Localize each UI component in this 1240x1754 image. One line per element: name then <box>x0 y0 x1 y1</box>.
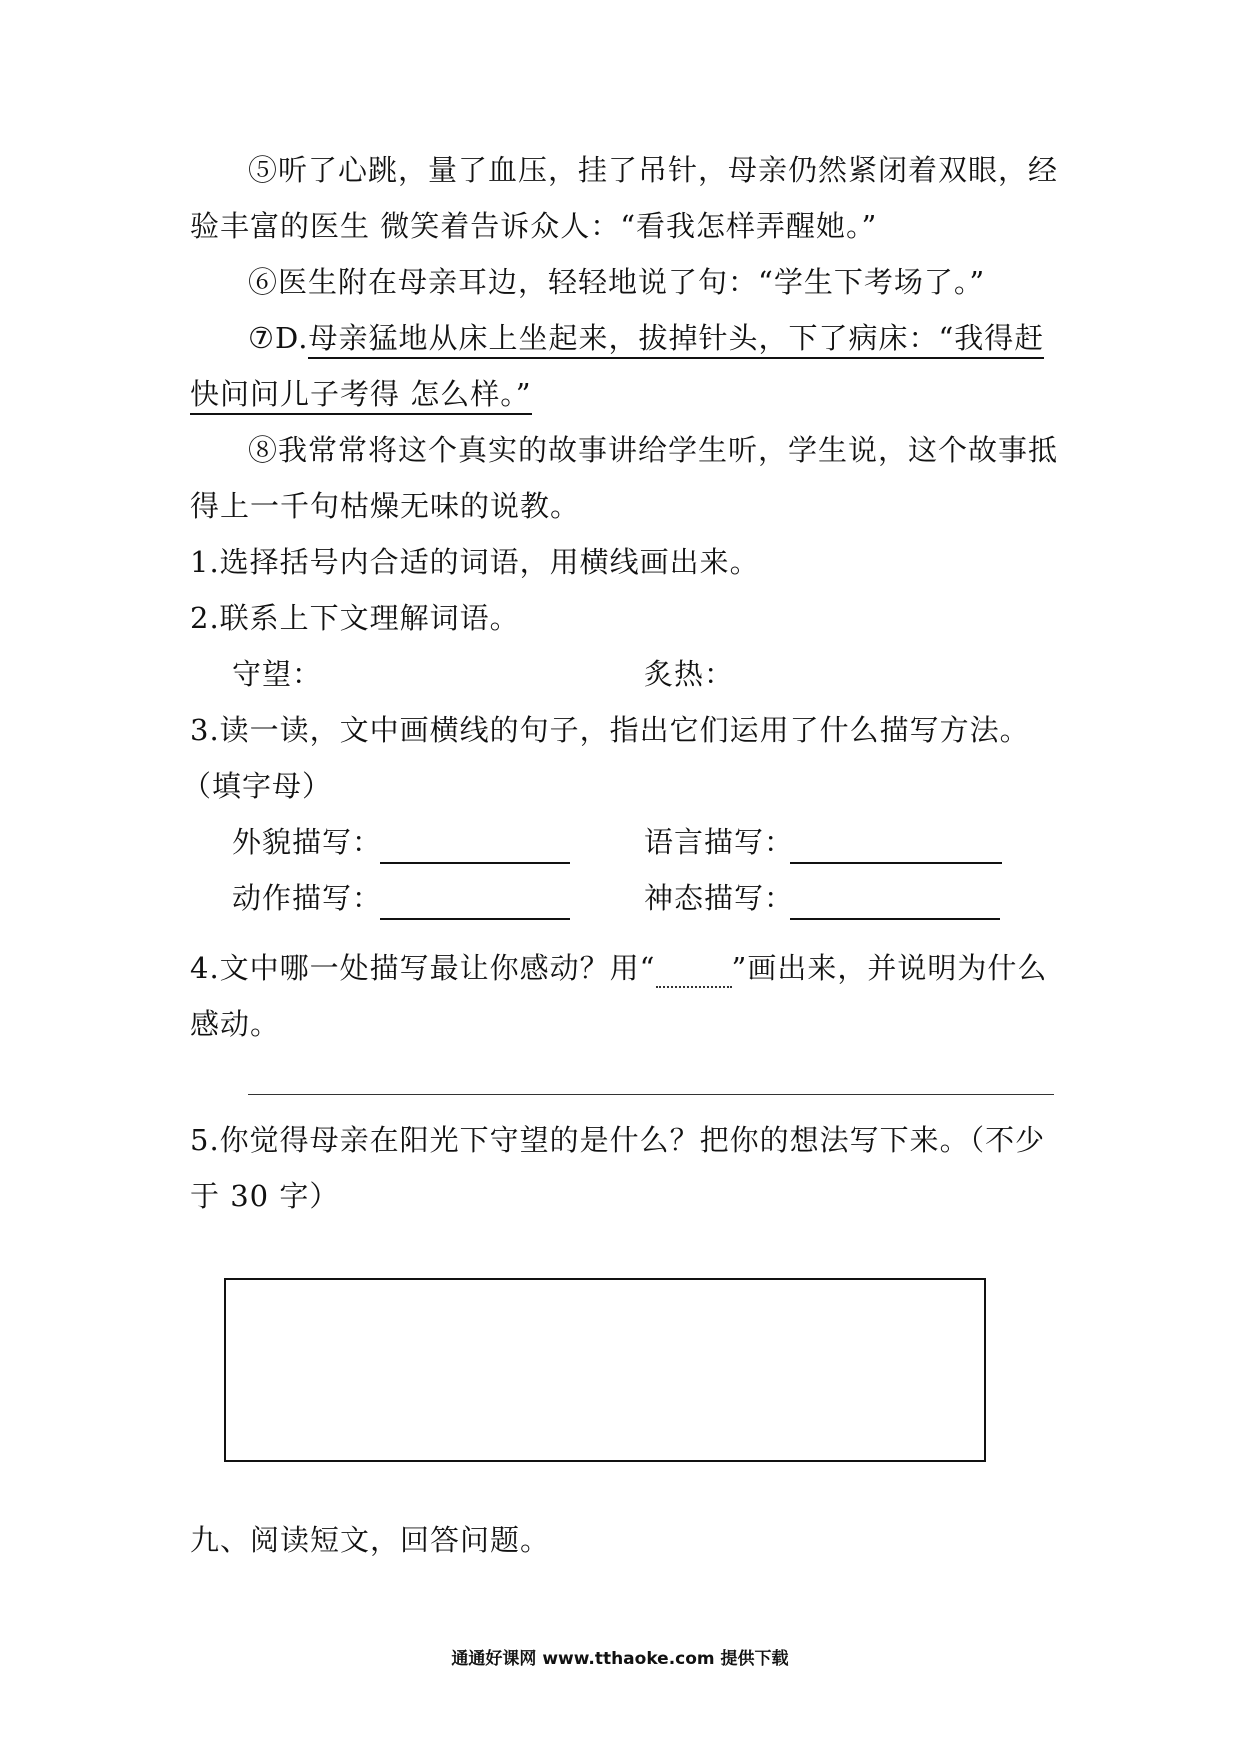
blank-language[interactable] <box>790 862 1002 864</box>
blank-expression[interactable] <box>790 918 1000 920</box>
question-5-answer-box[interactable] <box>224 1278 986 1462</box>
question-2-term-2: 炙热： <box>644 657 735 691</box>
paragraph-7-line-1 <box>248 318 1044 358</box>
underlined-sentence-part-1: 母亲猛地从床上坐起来，拔掉针头，下了病床：“我得赶 <box>308 321 1044 359</box>
paragraph-5-line-2: 验丰富的医生 微笑着告诉众人：“看我怎样弄醒她。” <box>190 209 878 243</box>
question-5-line-2: 于 30 字） <box>190 1179 340 1213</box>
label-action-description: 动作描写： <box>232 881 383 915</box>
footer-source: 通通好课网 www.tthaoke.com 提供下载 <box>451 1649 789 1669</box>
question-5-line-1: 5.你觉得母亲在阳光下守望的是什么？把你的想法写下来。（不少 <box>190 1123 1046 1157</box>
label-appearance-description: 外貌描写： <box>232 825 383 859</box>
question-3-line-1: 3.读一读，文中画横线的句子，指出它们运用了什么描写方法。 <box>190 713 1030 747</box>
paragraph-5-line-1: ⑤听了心跳，量了血压，挂了吊针，母亲仍然紧闭着双眼，经 <box>248 153 1059 187</box>
question-1: 1.选择括号内合适的词语，用横线画出来。 <box>190 545 760 579</box>
paragraph-8-line-1: ⑧我常常将这个真实的故事讲给学生听，学生说，这个故事抵 <box>248 433 1059 467</box>
wavy-line-icon <box>656 972 732 988</box>
paragraph-7-line-2 <box>190 374 532 414</box>
question-3-line-2: （填字母） <box>182 769 333 803</box>
underlined-sentence-part-2: 快问问儿子考得 怎么样。” <box>190 377 532 415</box>
section-9-title: 九、阅读短文，回答问题。 <box>190 1523 551 1557</box>
question-4-line-2: 感动。 <box>190 1007 281 1041</box>
blank-action[interactable] <box>380 918 570 920</box>
question-4-line-1 <box>190 948 1047 988</box>
label-expression-description: 神态描写： <box>644 881 795 915</box>
question-4-answer-line[interactable] <box>248 1094 1054 1095</box>
question-2-term-1: 守望： <box>232 657 323 691</box>
blank-appearance[interactable] <box>380 862 570 864</box>
question-4-text-b: ”画出来，并说明为什么 <box>731 951 1048 985</box>
question-4-text-a: 4.文中哪一处描写最让你感动？用“ <box>190 951 656 985</box>
paragraph-8-line-2: 得上一千句枯燥无味的说教。 <box>190 489 581 523</box>
paragraph-6-line-1: ⑥医生附在母亲耳边，轻轻地说了句：“学生下考场了。” <box>248 265 986 299</box>
question-2: 2.联系上下文理解词语。 <box>190 601 520 635</box>
paragraph-7-prefix: ⑦D. <box>248 321 309 355</box>
label-language-description: 语言描写： <box>644 825 795 859</box>
